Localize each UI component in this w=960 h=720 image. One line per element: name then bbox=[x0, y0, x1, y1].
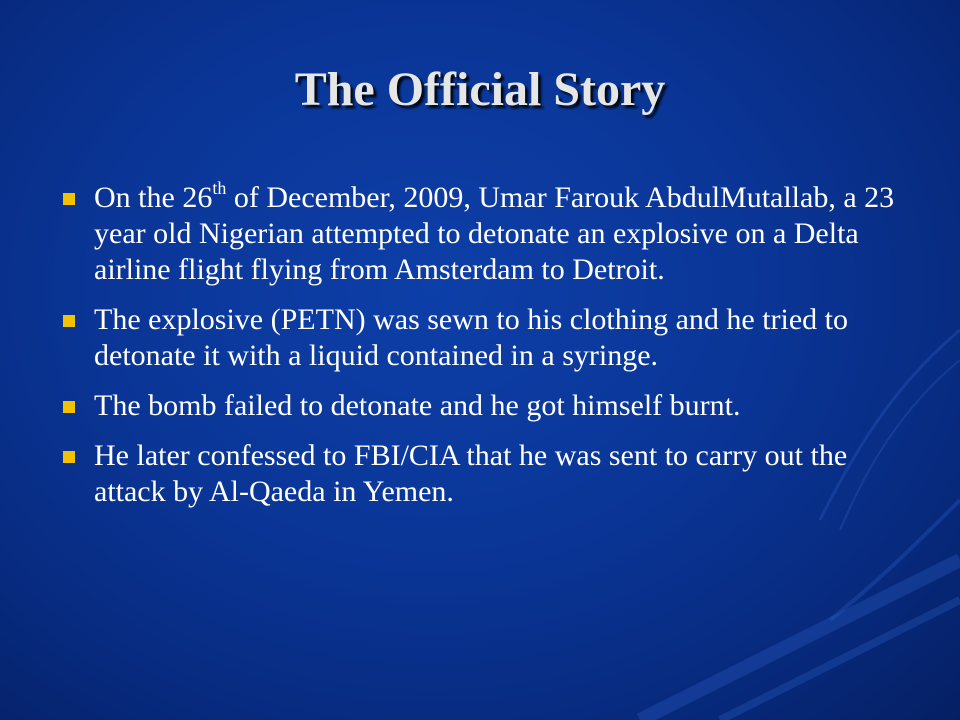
square-bullet-icon bbox=[63, 451, 75, 463]
square-bullet-icon bbox=[63, 401, 75, 413]
bullet-text-part: On the 26 bbox=[94, 181, 213, 214]
bullet-item bbox=[60, 388, 910, 424]
bullet-text-part: of December, 2009, Umar Farouk AbdulMutallab, a 23 year old Nigerian attempted to detonate an explosive on a Delta airline flight flying from Amsterdam to Detroit. bbox=[94, 181, 895, 286]
ordinal-superscript: th bbox=[212, 178, 227, 198]
bullet-item bbox=[60, 302, 910, 374]
bullet-text: The explosive (PETN) was sewn to his clothing and he tried to detonate it with a liquid contained in a syringe. bbox=[94, 303, 849, 372]
bullet-item bbox=[60, 438, 910, 510]
square-bullet-icon bbox=[63, 193, 75, 205]
bullet-text: The bomb failed to detonate and he got himself burnt. bbox=[94, 389, 741, 422]
bullet-item bbox=[60, 180, 910, 288]
bullet-text: He later confessed to FBI/CIA that he was sent to carry out the attack by Al-Qaeda in Yemen. bbox=[94, 439, 848, 508]
slide-title: The Official Story bbox=[294, 63, 666, 116]
square-bullet-icon bbox=[63, 315, 75, 327]
bullet-list bbox=[60, 180, 910, 524]
